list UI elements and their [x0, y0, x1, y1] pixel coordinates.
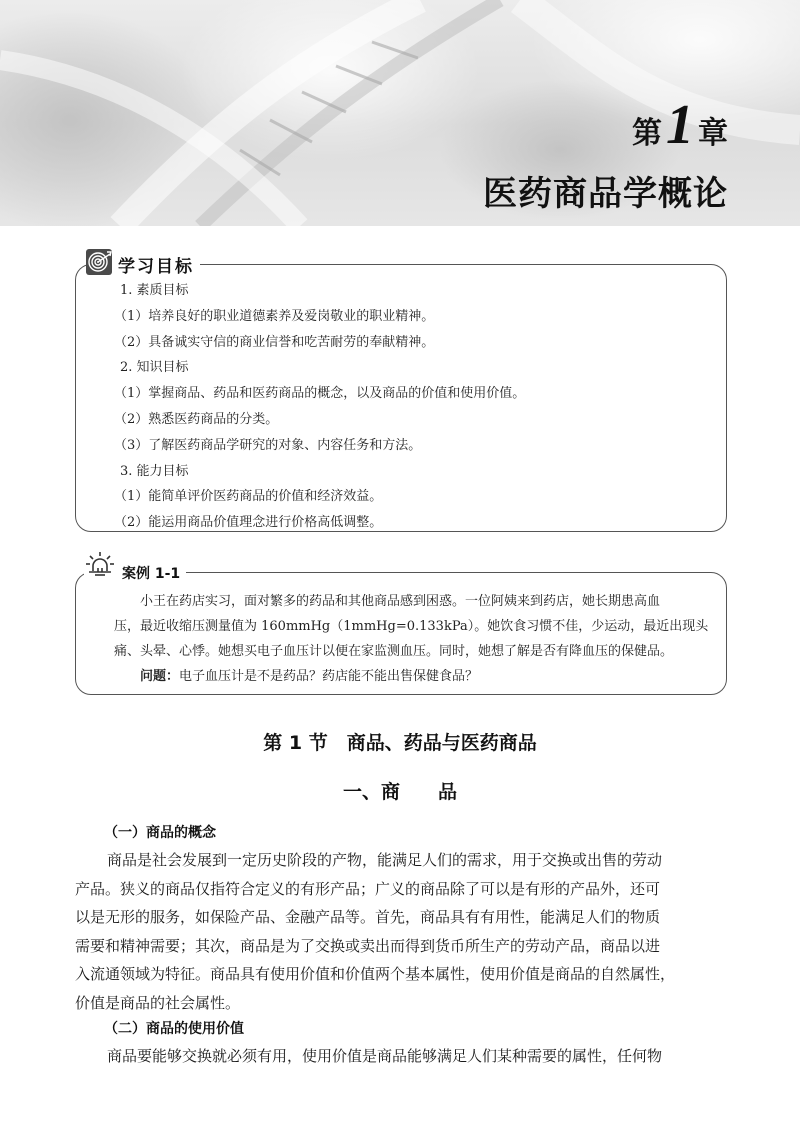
text-line: 需要和精神需要；其次，商品是为了交换或卖出而得到货币所生产的劳动产品，商品以进 [75, 936, 661, 955]
list-item: （1）掌握商品、药品和医药商品的概念，以及商品的价值和使用价值。 [114, 386, 526, 402]
chapter-number [632, 94, 728, 156]
case-study-header [84, 551, 186, 585]
question-label: 问题： [140, 669, 180, 684]
subsection-title: 一、商 品 [342, 781, 457, 803]
text-line: 以是无形的服务，如保险产品、金融产品等。首先，商品具有有用性，能满足人们的物质 [75, 908, 661, 927]
learning-objectives-header [86, 249, 200, 279]
list-item: （3）了解医药商品学研究的对象、内容任务和方法。 [114, 437, 422, 453]
list-item: （2）具备诚实守信的商业信誉和吃苦耐劳的奉献精神。 [114, 334, 435, 350]
list-item: 3. 能力目标 [120, 463, 189, 479]
chapter-title: 医药商品学概论 [483, 174, 728, 214]
text-line: 商品是社会发展到一定历史阶段的产物，能满足人们的需求，用于交换或出售的劳动 [107, 851, 663, 869]
text-line: 价值是商品的社会属性。 [75, 993, 241, 1012]
text-line: 产品。狭义的商品仅指符合定义的有形产品；广义的商品除了可以是有形的产品外，还可 [75, 879, 661, 898]
chapter-suffix: 章 [698, 116, 728, 151]
paragraph-use-value [75, 1042, 735, 1071]
learning-objectives-box [75, 256, 727, 532]
case-question [114, 664, 754, 689]
list-item: （2）熟悉医药商品的分类。 [114, 411, 279, 427]
question-text: 电子血压计是不是药品？药店能不能出售保健食品？ [179, 669, 479, 684]
case-study-text [114, 589, 754, 689]
target-icon [86, 249, 112, 279]
text-line: 商品要能够交换就必须有用，使用价值是商品能够满足人们某种需要的属性，任何物 [107, 1047, 663, 1065]
case-study-title: 案例 1-1 [122, 566, 181, 582]
chapter-prefix: 第 [632, 116, 662, 151]
case-line: 痛、头晕、心悸。她想买电子血压计以便在家监测血压。同时，她想了解是否有降血压的保健品。 [114, 644, 674, 659]
chapter-banner [0, 0, 800, 226]
list-item: （2）能运用商品价值理念进行价格高低调整。 [114, 515, 383, 531]
case-line: 压，最近收缩压测量值为 160mmHg（1mmHg=0.133kPa）。她饮食习惯不佳，少运动，最近出现头 [114, 619, 709, 634]
paragraph-commodity-concept [75, 846, 735, 1018]
heading-use-value: （二）商品的使用价值 [104, 1021, 244, 1037]
list-item: 2. 知识目标 [120, 360, 189, 376]
text-line: 入流通领域为特征。商品具有使用价值和价值两个基本属性，使用价值是商品的自然属性， [75, 965, 676, 984]
list-item: （1）培养良好的职业道德素养及爱岗敬业的职业精神。 [114, 308, 435, 324]
learning-objectives-title: 学习目标 [118, 256, 194, 277]
section-title: 第 1 节 商品、药品与医药商品 [263, 732, 537, 754]
case-study-box [75, 566, 727, 695]
list-item: （1）能简单评价医药商品的价值和经济效益。 [114, 489, 383, 505]
lightbulb-icon [84, 551, 116, 585]
list-item: 1. 素质目标 [120, 283, 189, 298]
case-line: 小王在药店实习，面对繁多的药品和其他商品感到困惑。一位阿姨来到药店，她长期患高血 [140, 594, 661, 609]
objectives-list [114, 278, 525, 536]
heading-commodity-concept: （一）商品的概念 [104, 825, 216, 841]
chapter-number-value: 1 [666, 94, 694, 156]
